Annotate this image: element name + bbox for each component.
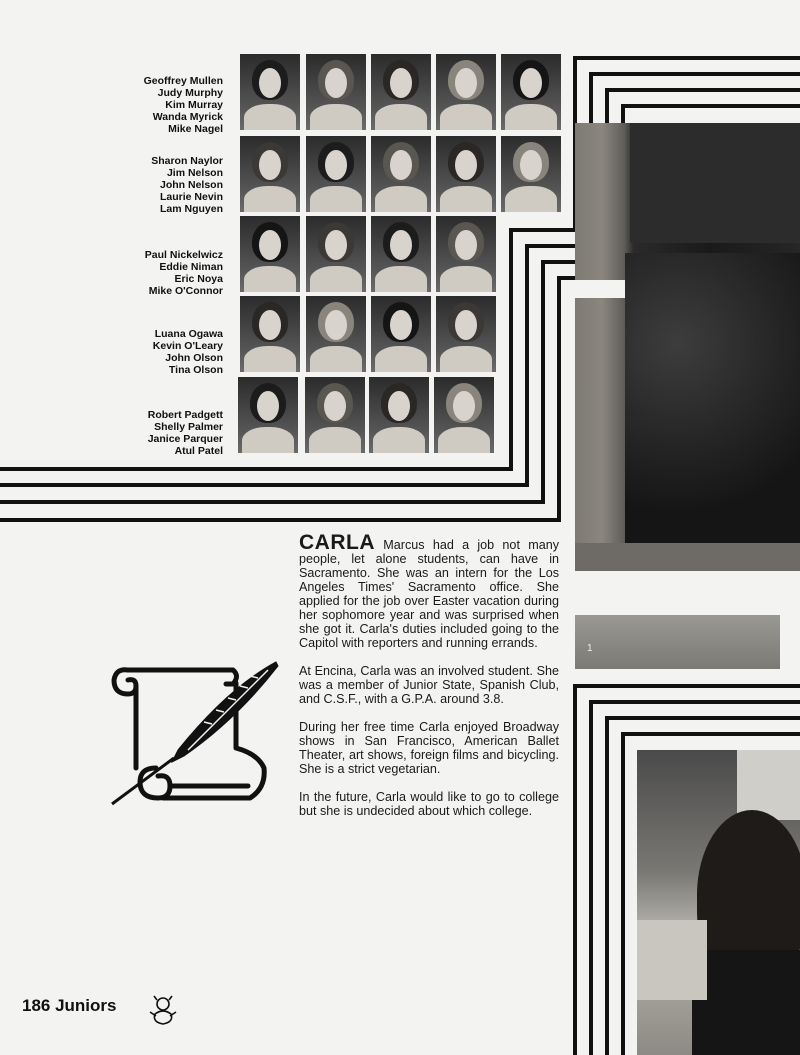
hedge-shape (630, 123, 800, 243)
article-lead-word: CARLA (299, 531, 375, 554)
student-name: Mike Nagel (168, 123, 223, 135)
article-paragraph: At Encina, Carla was an involved student. She was a member of Junior State, Spanish Club, and C.S.F., with a G.P.A. around 3.8. (299, 664, 559, 706)
student-name: Jim Nelson (166, 167, 223, 179)
student-portrait (371, 216, 431, 292)
portrait-face (259, 68, 281, 98)
stripe-decoration (605, 716, 609, 1055)
portrait-body (375, 346, 427, 372)
name-group-2 (120, 155, 223, 215)
portrait-face (257, 391, 279, 421)
stripe-decoration (621, 732, 800, 736)
student-name: Wanda Myrick (152, 111, 223, 123)
portrait-face (455, 310, 477, 340)
portrait-face (453, 391, 475, 421)
student-portrait (306, 296, 366, 372)
student-portrait (436, 296, 496, 372)
portrait-face (325, 310, 347, 340)
portrait-body (310, 104, 362, 130)
scroll-quill-icon (108, 658, 283, 808)
stripe-decoration (605, 88, 800, 92)
student-name: Janice Parquer (147, 433, 223, 445)
portrait-body (310, 186, 362, 212)
photo-frame (575, 280, 625, 298)
name-group-1 (120, 75, 223, 135)
student-portrait (501, 136, 561, 212)
portrait-face (390, 150, 412, 180)
feature-article (299, 531, 559, 832)
hedge-shape (625, 253, 800, 553)
student-name: Eddie Niman (159, 261, 223, 273)
student-portrait (436, 54, 496, 130)
student-name: Tina Olson (168, 364, 223, 376)
portrait-face (455, 150, 477, 180)
portrait-body (440, 104, 492, 130)
portrait-body (375, 266, 427, 292)
article-text: Marcus had a job not many people, let alone students, can have in Sacramento. She was an intern for the Los Angeles Times' Sacramento office. She applied for the job over Easter vacation during her sophomore year and was surprised when she got it. Carla's duties included going to the Capitol with reporters and running errands. (299, 538, 559, 650)
arm-shape (637, 920, 707, 1000)
student-name: Mike O'Connor (148, 285, 223, 297)
portrait-face (325, 150, 347, 180)
portrait-body (440, 186, 492, 212)
sweater-shape (692, 950, 800, 1055)
portrait-body (244, 186, 296, 212)
article-paragraph (299, 531, 559, 650)
name-group-3 (120, 249, 223, 297)
student-portrait (369, 377, 429, 453)
stripe-decoration (621, 104, 800, 108)
portrait-body (438, 427, 490, 453)
portrait-body (440, 266, 492, 292)
student-name: Laurie Nevin (159, 191, 223, 203)
portrait-face (520, 150, 542, 180)
student-name: Kim Murray (165, 99, 223, 111)
student-name: Paul Nickelwicz (144, 249, 223, 261)
portrait-face (390, 68, 412, 98)
portrait-face (324, 391, 346, 421)
stripe-decoration (541, 260, 545, 504)
portrait-face (259, 310, 281, 340)
student-portrait (240, 54, 300, 130)
portrait-face (390, 230, 412, 260)
student-name: Robert Padgett (147, 409, 223, 421)
student-portrait (240, 296, 300, 372)
photo-strip (575, 615, 780, 669)
stripe-decoration (0, 467, 513, 471)
portrait-body (310, 346, 362, 372)
stripe-decoration (605, 716, 800, 720)
portrait-face (325, 230, 347, 260)
student-portrait (371, 136, 431, 212)
portrait-body (310, 266, 362, 292)
stripe-decoration (525, 244, 529, 487)
student-photo (637, 750, 800, 1055)
student-portrait (240, 216, 300, 292)
student-portrait (371, 296, 431, 372)
student-name: Geoffrey Mullen (143, 75, 223, 87)
student-name: Sharon Naylor (151, 155, 223, 167)
portrait-body (244, 104, 296, 130)
portrait-body (505, 104, 557, 130)
portrait-face (455, 230, 477, 260)
portrait-body (242, 427, 294, 453)
stripe-decoration (589, 700, 593, 1055)
stripe-decoration (0, 500, 545, 504)
article-paragraph: In the future, Carla would like to go to college but she is undecided about which college. (299, 790, 559, 818)
portrait-face (455, 68, 477, 98)
student-portrait (238, 377, 298, 453)
stripe-decoration (509, 228, 577, 232)
portrait-body (505, 186, 557, 212)
stripe-decoration (589, 700, 800, 704)
stripe-decoration (573, 56, 800, 60)
student-portrait (434, 377, 494, 453)
student-name: Eric Noya (174, 273, 223, 285)
stripe-decoration (621, 732, 625, 1055)
ground-shape (575, 543, 800, 571)
portrait-face (388, 391, 410, 421)
portrait-face (520, 68, 542, 98)
mascot-icon (146, 994, 180, 1028)
portrait-face (259, 150, 281, 180)
student-portrait (305, 377, 365, 453)
student-name: John Olson (165, 352, 223, 364)
name-group-4 (120, 328, 223, 376)
student-portrait (436, 216, 496, 292)
student-portrait (306, 136, 366, 212)
portrait-body (440, 346, 492, 372)
stripe-decoration (557, 276, 561, 522)
stripe-decoration (509, 228, 513, 471)
student-portrait (436, 136, 496, 212)
student-name: John Nelson (159, 179, 223, 191)
stripe-decoration (0, 518, 561, 522)
student-portrait (371, 54, 431, 130)
portrait-body (309, 427, 361, 453)
article-paragraph: During her free time Carla enjoyed Broadway shows in San Francisco, American Ballet Theater, art shows, foreign films and bicycling. She is a strict vegetarian. (299, 720, 559, 776)
student-portrait (240, 136, 300, 212)
photo-number: 1 (587, 643, 593, 654)
portrait-body (244, 346, 296, 372)
student-name: Lam Nguyen (159, 203, 223, 215)
stripe-decoration (573, 684, 800, 688)
student-name: Judy Murphy (157, 87, 223, 99)
name-group-5 (120, 409, 223, 457)
student-name: Shelly Palmer (154, 421, 223, 433)
portrait-face (390, 310, 412, 340)
stripe-decoration (573, 684, 577, 1055)
student-name: Kevin O'Leary (152, 340, 223, 352)
portrait-body (375, 186, 427, 212)
stripe-decoration (589, 72, 800, 76)
portrait-body (373, 427, 425, 453)
page-footer: 186 Juniors (22, 996, 117, 1015)
portrait-face (259, 230, 281, 260)
portrait-face (325, 68, 347, 98)
student-name: Atul Patel (174, 445, 223, 457)
stripe-decoration (0, 483, 529, 487)
portrait-body (244, 266, 296, 292)
student-portrait (306, 216, 366, 292)
student-name: Luana Ogawa (154, 328, 223, 340)
student-portrait (306, 54, 366, 130)
outdoor-photo (575, 123, 800, 571)
student-portrait (501, 54, 561, 130)
portrait-body (375, 104, 427, 130)
